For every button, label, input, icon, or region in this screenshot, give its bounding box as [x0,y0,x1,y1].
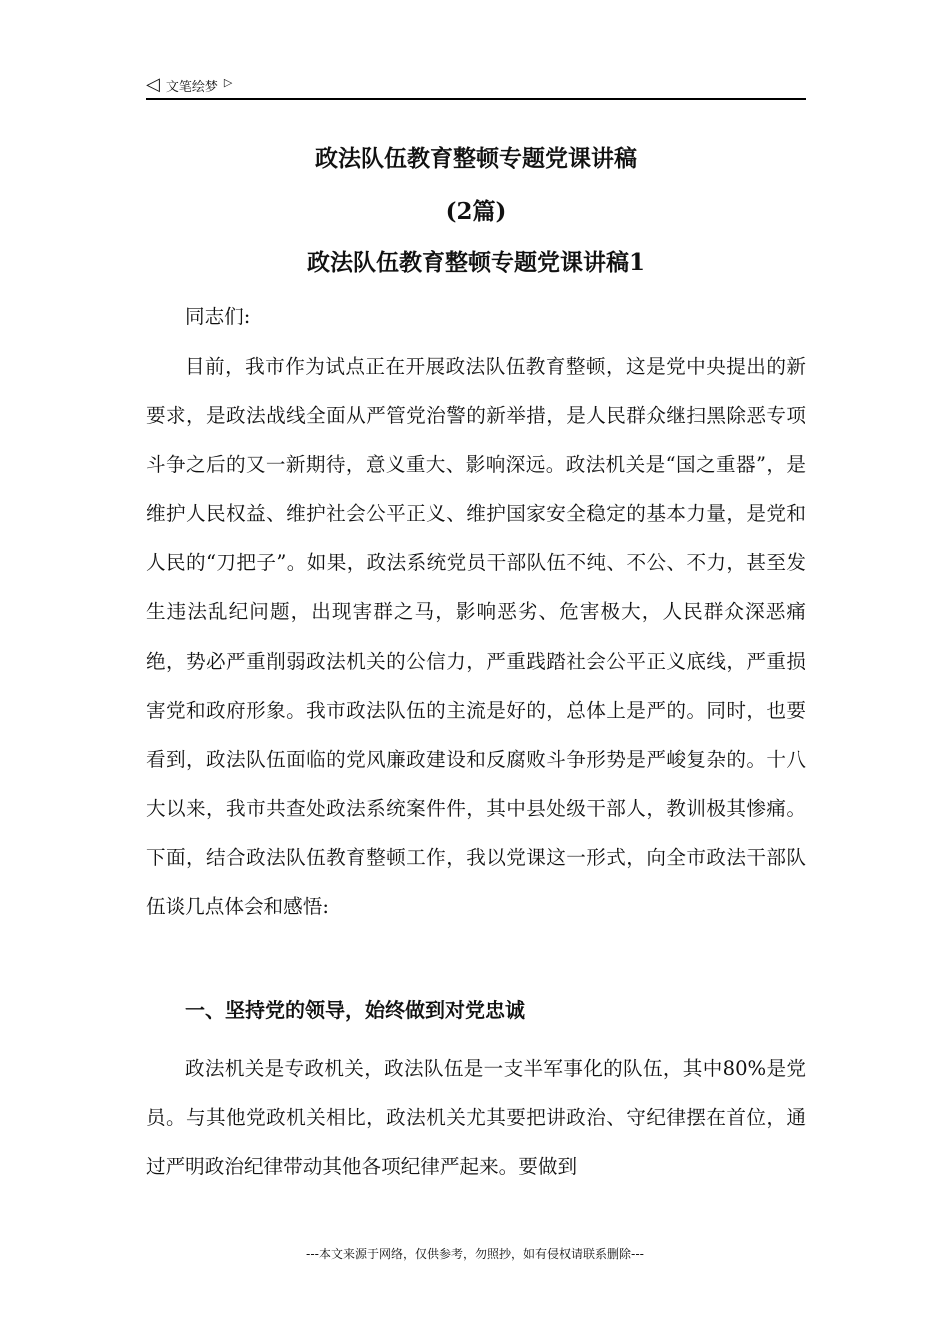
footer-disclaimer: ---本文来源于网络，仅供参考，勿照抄，如有侵权请联系删除--- [306,1247,644,1261]
section-title: 政法队伍教育整顿专题党课讲稿1 [306,249,645,276]
paragraph-2: 政法机关是专政机关，政法队伍是一支半军事化的队伍，其中80%是党员。与其他党政机关相比，政法机关尤其要把讲政治、守纪律摆在首位，通过严明政治纪律带动其他各项纪律严起来。要做到 [146,1057,806,1179]
brand-name: 文笔绘梦 [165,79,218,95]
salutation: 同志们: [185,305,251,328]
right-triangle-icon: ▷ [223,75,233,89]
document-count: (2篇) [445,198,507,225]
page-header [146,72,806,100]
paragraph-1: 目前，我市作为试点正在开展政法队伍教育整顿，这是党中央提出的新要求，是政法战线全面从严管党治警的新举措，是人民群众继扫黑除恶专项斗争之后的又一新期待，意义重大、影响深远。政法机关是“国之重器”，是维护人民权益、维护社会公平正义、维护国家安全稳定的基本力量，是党和人民的“刀把子”。如果，政法系统党员干部队伍不纯、不公、不力，甚至发生违法乱纪问题，出现害群之马，影响恶劣、危害极大，人民群众深恶痛绝，势必严重削弱政法机关的公信力，严重践踏社会公平正义底线，严重损害党和政府形象。我市政法队伍的主流是好的，总体上是严的。同时，也要看到，政法队伍面临的党风廉政建设和反腐败斗争形势是严峻复杂的。十八大以来，我市共查处政法系统案件件，其中县处级干部人，教训极其惨痛。下面，结合政法队伍教育整顿工作，我以党课这一形式，向全市政法干部队伍谈几点体会和感悟: [146,355,806,919]
section-heading-1: 一、坚持党的领导，始终做到对党忠诚 [185,998,525,1022]
document-title: 政法队伍教育整顿专题党课讲稿 [315,145,637,172]
left-triangle-icon: ◁ [146,74,160,95]
